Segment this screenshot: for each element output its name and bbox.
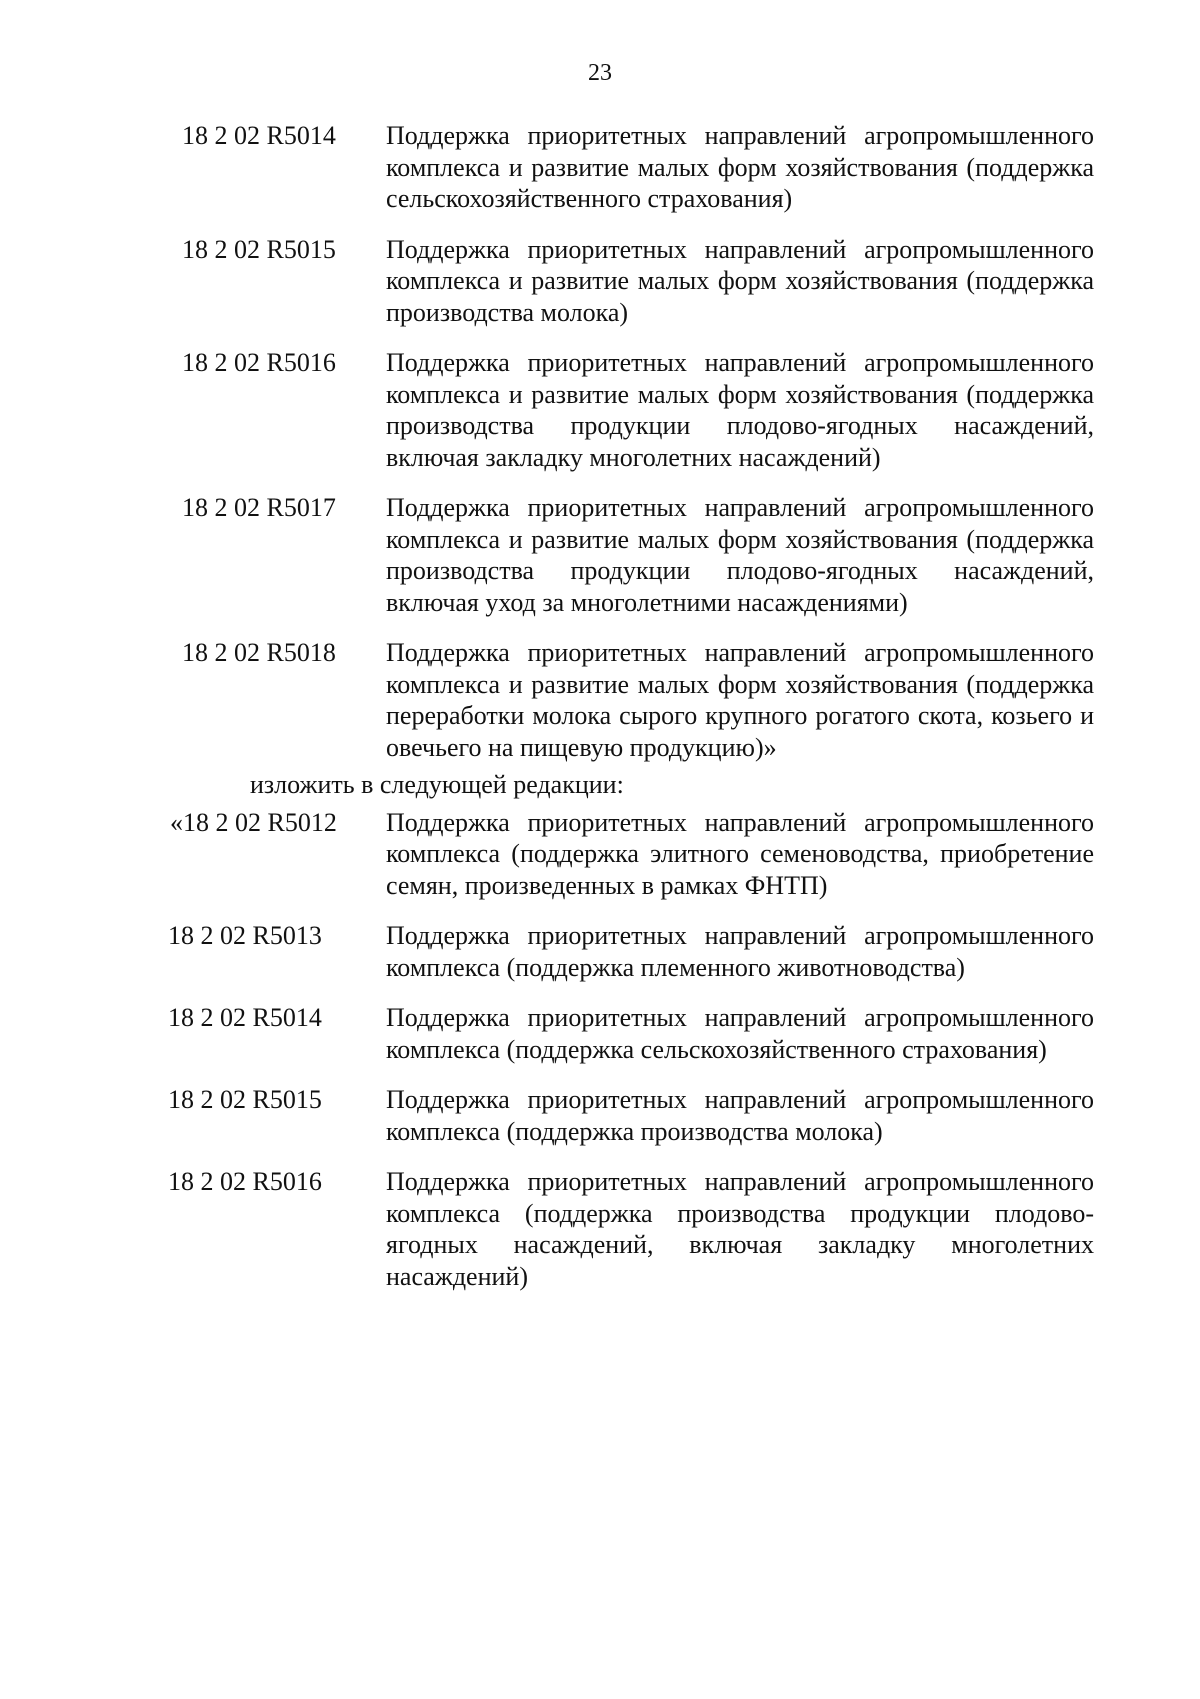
entry-text: Поддержка приоритетных направлений агропромышленного комплекса и развитие малых форм хозяйствования (поддержка сельскохозяйственного страхования) — [386, 121, 1094, 213]
entry-text: Поддержка приоритетных направлений агропромышленного комплекса (поддержка племенного животноводства) — [386, 921, 1094, 982]
entry-code: 18 2 02 R5016 — [182, 348, 336, 377]
entry-code: 18 2 02 R5013 — [168, 921, 322, 950]
page-number: 23 — [588, 60, 612, 86]
entry-row — [0, 1166, 1200, 1292]
entries-before — [0, 120, 1200, 763]
entry-code: 18 2 02 R5015 — [168, 1085, 322, 1114]
entry-row — [0, 1084, 1200, 1147]
entries-after — [0, 807, 1200, 1293]
entry-text: Поддержка приоритетных направлений агропромышленного комплекса и развитие малых форм хозяйствования (поддержка переработки молока сырого крупного рогатого скота, козьего и овечьего на пищевую продукцию)» — [386, 638, 1094, 762]
entry-text: Поддержка приоритетных направлений агропромышленного комплекса (поддержка элитного семеноводства, приобретение семян, произведенных в рамках ФНТП) — [386, 807, 1094, 900]
entry-text: Поддержка приоритетных направлений агропромышленного комплекса и развитие малых форм хозяйствования (поддержка производства продукции плодово-ягодных насаждений, включая уход за многолетними насаждениями) — [386, 493, 1094, 617]
entry-row — [0, 920, 1200, 983]
entry-row — [0, 347, 1200, 473]
entry-code: 18 2 02 R5015 — [182, 234, 336, 264]
entry-code: 18 2 02 R5018 — [182, 638, 336, 667]
entry-text: Поддержка приоритетных направлений агропромышленного комплекса и развитие малых форм хозяйствования (поддержка производства продукции плодово-ягодных насаждений, включая закладку многолетних насаждений) — [386, 348, 1094, 472]
entry-row — [0, 492, 1200, 618]
intro-text: изложить в следующей редакции: — [250, 770, 624, 799]
entry-row — [0, 234, 1200, 329]
entry-row — [0, 807, 1200, 902]
entry-text: Поддержка приоритетных направлений агропромышленного комплекса (поддержка сельскохозяйственного страхования) — [386, 1003, 1094, 1064]
entry-code: «18 2 02 R5012 — [170, 807, 337, 837]
entry-row — [0, 120, 1200, 215]
entry-text: Поддержка приоритетных направлений агропромышленного комплекса (поддержка производства продукции плодово-ягодных насаждений, включая закладку многолетних насаждений) — [386, 1167, 1094, 1291]
entry-text: Поддержка приоритетных направлений агропромышленного комплекса и развитие малых форм хозяйствования (поддержка производства молока) — [386, 234, 1094, 327]
entry-code: 18 2 02 R5014 — [182, 121, 336, 150]
document-body — [0, 120, 1200, 1292]
entry-code: 18 2 02 R5014 — [168, 1003, 322, 1032]
entry-row — [0, 637, 1200, 763]
entry-code: 18 2 02 R5017 — [182, 493, 336, 522]
entry-code: 18 2 02 R5016 — [168, 1167, 322, 1196]
entry-text: Поддержка приоритетных направлений агропромышленного комплекса (поддержка производства молока) — [386, 1085, 1094, 1146]
entry-row — [0, 1002, 1200, 1065]
